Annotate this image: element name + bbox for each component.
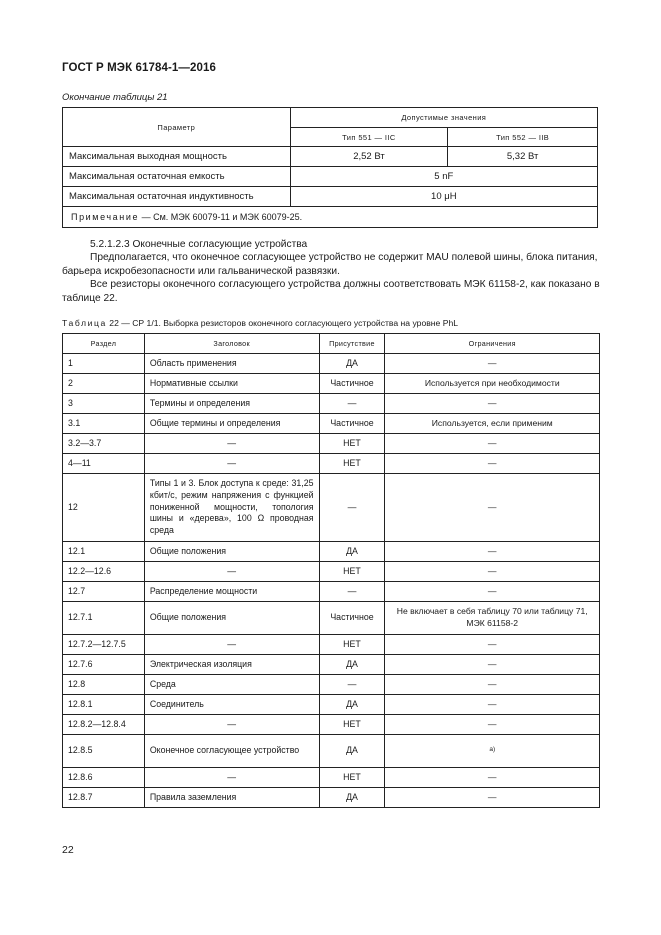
section-cell: 12.7.2—12.7.5 bbox=[63, 635, 145, 655]
table21-cell-value: 10 μH bbox=[290, 187, 597, 207]
paragraph-1: Предполагается, что оконечное согласующее устройство не содержит MAU полевой шины, блока питания, барьера искробезопасности или гальванической развязки. bbox=[62, 252, 598, 277]
presence-cell: ДА bbox=[319, 354, 385, 374]
title-cell: Среда bbox=[144, 675, 319, 695]
table21-caption: Окончание таблицы 21 bbox=[62, 92, 168, 103]
table21-header-param: Параметр bbox=[63, 108, 291, 147]
table21-cell-value: 2,52 Вт bbox=[290, 147, 448, 167]
limits-cell: — bbox=[385, 635, 600, 655]
limits-cell: — bbox=[385, 474, 600, 542]
table21-cell-param: Максимальная остаточная индуктивность bbox=[63, 187, 291, 207]
section-heading: 5.2.1.2.3 Оконечные согласующие устройства bbox=[90, 239, 308, 250]
title-cell: — bbox=[144, 454, 319, 474]
section-cell: 3 bbox=[63, 394, 145, 414]
section-cell: 12.7.1 bbox=[63, 602, 145, 635]
limits-cell: — bbox=[385, 675, 600, 695]
page-number: 22 bbox=[62, 844, 74, 856]
table21-header-type551: Тип 551 — IIC bbox=[290, 128, 448, 147]
limits-cell: — bbox=[385, 434, 600, 454]
table-row bbox=[63, 354, 600, 374]
table-row bbox=[63, 474, 600, 542]
section-cell: 12.8.5 bbox=[63, 735, 145, 768]
limits-cell: — bbox=[385, 354, 600, 374]
title-cell: Типы 1 и 3. Блок доступа к среде: 31,25 кбит/с, режим напряжения с функцией пониженной мощности, топология шины и «дерева», 100 Ω проводная среда bbox=[144, 474, 319, 542]
limits-cell: — bbox=[385, 695, 600, 715]
title-cell: Электрическая изоляция bbox=[144, 655, 319, 675]
presence-cell: — bbox=[319, 675, 385, 695]
table22-header-title: Заголовок bbox=[144, 334, 319, 354]
note-text: — См. МЭК 60079-11 и МЭК 60079-25. bbox=[139, 212, 303, 222]
section-cell: 12 bbox=[63, 474, 145, 542]
section-cell: 12.8.2—12.8.4 bbox=[63, 715, 145, 735]
table21-note bbox=[63, 207, 598, 228]
table-row bbox=[63, 735, 600, 768]
table-row bbox=[63, 788, 600, 808]
presence-cell: — bbox=[319, 582, 385, 602]
presence-cell: — bbox=[319, 394, 385, 414]
table-row bbox=[63, 582, 600, 602]
title-cell: Термины и определения bbox=[144, 394, 319, 414]
limits-cell: — bbox=[385, 542, 600, 562]
table22-header-limits: Ограничения bbox=[385, 334, 600, 354]
title-cell: Область применения bbox=[144, 354, 319, 374]
paragraph-2: Все резисторы оконечного согласующего устройства должны соответствовать МЭК 61158-2, как показано в таблице 22. bbox=[62, 279, 600, 304]
note-label: Примечание bbox=[71, 212, 140, 222]
title-cell: Общие положения bbox=[144, 542, 319, 562]
presence-cell: ДА bbox=[319, 735, 385, 768]
presence-cell: НЕТ bbox=[319, 454, 385, 474]
title-cell: Общие термины и определения bbox=[144, 414, 319, 434]
footnote-ref: a) bbox=[489, 745, 496, 753]
table-row bbox=[63, 715, 600, 735]
section-cell: 4—11 bbox=[63, 454, 145, 474]
title-cell: Общие положения bbox=[144, 602, 319, 635]
section-cell: 12.8.6 bbox=[63, 768, 145, 788]
table21-cell-value: 5,32 Вт bbox=[448, 147, 598, 167]
title-cell: — bbox=[144, 715, 319, 735]
table22-header-presence: Присутствие bbox=[319, 334, 385, 354]
table21-cell-param: Максимальная остаточная емкость bbox=[63, 167, 291, 187]
title-cell: — bbox=[144, 635, 319, 655]
table-row bbox=[63, 635, 600, 655]
presence-cell: НЕТ bbox=[319, 715, 385, 735]
limits-cell: — bbox=[385, 582, 600, 602]
title-cell: — bbox=[144, 434, 319, 454]
limits-cell: Используется при необходимости bbox=[385, 374, 600, 394]
table21-header-type552: Тип 552 — IIB bbox=[448, 128, 598, 147]
presence-cell: Частичное bbox=[319, 414, 385, 434]
section-cell: 12.2—12.6 bbox=[63, 562, 145, 582]
table22-header-section: Раздел bbox=[63, 334, 145, 354]
table-row bbox=[63, 434, 600, 454]
section-cell: 1 bbox=[63, 354, 145, 374]
presence-cell: Частичное bbox=[319, 374, 385, 394]
presence-cell: Частичное bbox=[319, 602, 385, 635]
table-row bbox=[63, 768, 600, 788]
table22-caption bbox=[62, 318, 458, 328]
table22 bbox=[62, 333, 600, 808]
table21-cell-value: 5 nF bbox=[290, 167, 597, 187]
section-cell: 3.1 bbox=[63, 414, 145, 434]
document-header: ГОСТ Р МЭК 61784-1—2016 bbox=[62, 62, 216, 74]
title-cell: Распределение мощности bbox=[144, 582, 319, 602]
presence-cell: ДА bbox=[319, 655, 385, 675]
limits-cell: Не включает в себя таблицу 70 или таблицу 71, МЭК 61158-2 bbox=[385, 602, 600, 635]
table-row bbox=[63, 394, 600, 414]
section-cell: 12.8.7 bbox=[63, 788, 145, 808]
section-cell: 12.1 bbox=[63, 542, 145, 562]
limits-cell bbox=[385, 735, 600, 768]
table-row bbox=[63, 454, 600, 474]
section-cell: 12.7.6 bbox=[63, 655, 145, 675]
table21-header-allowed: Допустимые значения bbox=[290, 108, 597, 128]
table-row bbox=[63, 562, 600, 582]
presence-cell: НЕТ bbox=[319, 635, 385, 655]
limits-cell: — bbox=[385, 788, 600, 808]
limits-cell: — bbox=[385, 655, 600, 675]
table21-cell-param: Максимальная выходная мощность bbox=[63, 147, 291, 167]
table22-caption-label: Таблица bbox=[62, 318, 107, 328]
table-row bbox=[63, 374, 600, 394]
title-cell: Правила заземления bbox=[144, 788, 319, 808]
section-cell: 3.2—3.7 bbox=[63, 434, 145, 454]
presence-cell: НЕТ bbox=[319, 768, 385, 788]
title-cell: — bbox=[144, 562, 319, 582]
section-cell: 12.7 bbox=[63, 582, 145, 602]
table21 bbox=[62, 107, 598, 228]
title-cell: Оконечное согласующее устройство bbox=[144, 735, 319, 768]
presence-cell: НЕТ bbox=[319, 562, 385, 582]
title-cell: — bbox=[144, 768, 319, 788]
limits-cell: Используется, если применим bbox=[385, 414, 600, 434]
presence-cell: ДА bbox=[319, 542, 385, 562]
table-row bbox=[63, 675, 600, 695]
table-row bbox=[63, 695, 600, 715]
table-row bbox=[63, 602, 600, 635]
table-row bbox=[63, 542, 600, 562]
section-cell: 2 bbox=[63, 374, 145, 394]
limits-cell: — bbox=[385, 394, 600, 414]
title-cell: Соединитель bbox=[144, 695, 319, 715]
limits-cell: — bbox=[385, 768, 600, 788]
limits-cell: — bbox=[385, 562, 600, 582]
limits-cell: — bbox=[385, 454, 600, 474]
presence-cell: НЕТ bbox=[319, 434, 385, 454]
presence-cell: ДА bbox=[319, 695, 385, 715]
title-cell: Нормативные ссылки bbox=[144, 374, 319, 394]
table-row bbox=[63, 655, 600, 675]
table-row bbox=[63, 414, 600, 434]
section-cell: 12.8 bbox=[63, 675, 145, 695]
section-cell: 12.8.1 bbox=[63, 695, 145, 715]
presence-cell: — bbox=[319, 474, 385, 542]
presence-cell: ДА bbox=[319, 788, 385, 808]
table22-caption-text: 22 — СР 1/1. Выборка резисторов оконечного согласующего устройства на уровне PhL bbox=[106, 318, 459, 328]
limits-cell: — bbox=[385, 715, 600, 735]
